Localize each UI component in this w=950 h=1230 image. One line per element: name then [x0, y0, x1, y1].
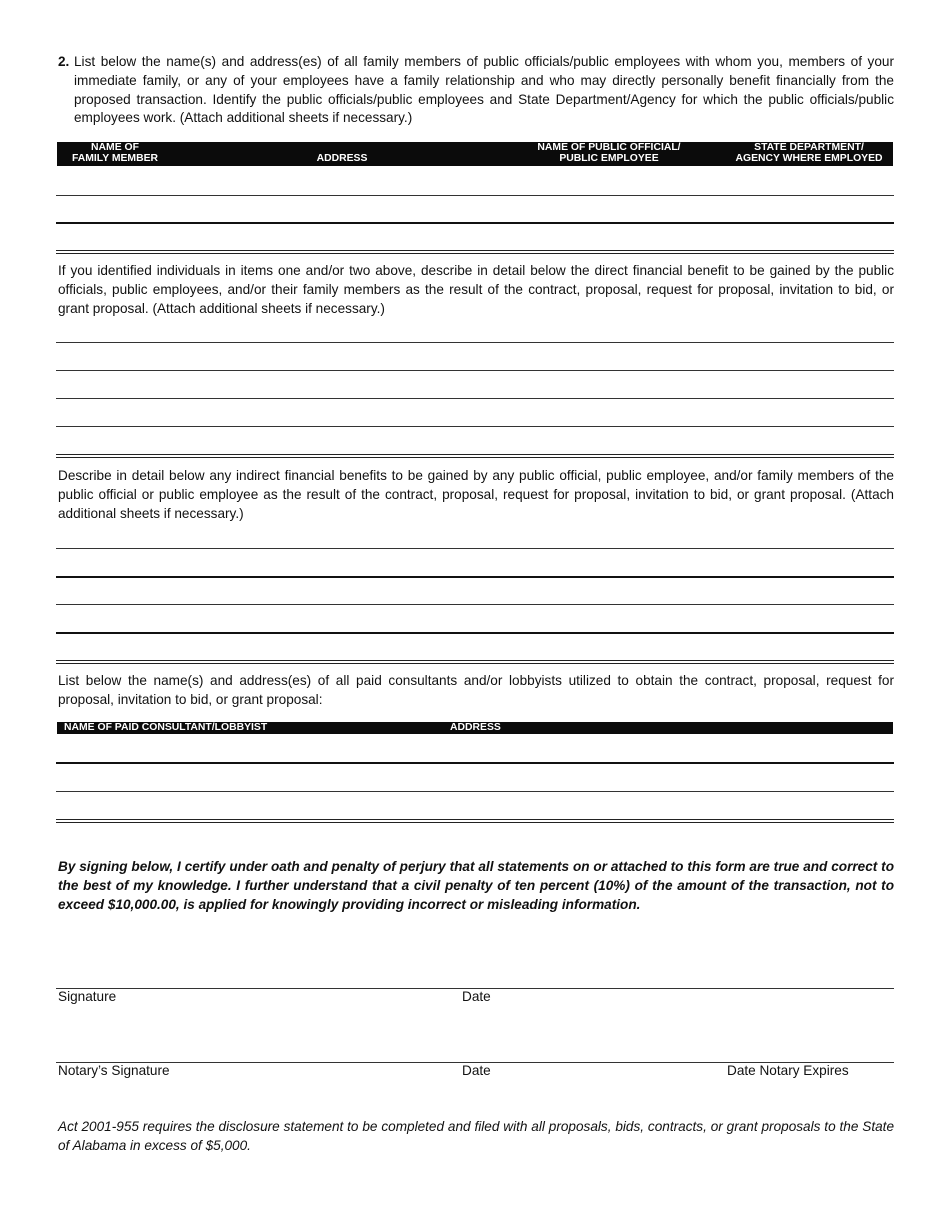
family-entry-line[interactable] — [56, 195, 894, 196]
item-number: 2. — [58, 54, 70, 69]
indirect-benefit-line[interactable] — [56, 548, 894, 549]
header-state-department: STATE DEPARTMENT/ AGENCY WHERE EMPLOYED — [735, 142, 883, 164]
family-entry-line[interactable] — [56, 222, 894, 224]
act-footnote: Act 2001-955 requires the disclosure statement to be completed and filed with all proposals, bids, contracts, or grant proposals to the State of Alabama in excess of $5,000. — [58, 1119, 894, 1153]
header-address: ADDRESS — [316, 153, 368, 164]
consultants-instructions: List below the name(s) and address(es) of all paid consultants and/or lobbyists utilized to obtain the contract, proposal, request for proposal, invitation to bid, or grant proposal: — [58, 673, 894, 707]
direct-benefit-line[interactable] — [56, 342, 894, 343]
direct-benefit-instructions: If you identified individuals in items one and/or two above, describe in detail below the direct financial benefit to be gained by the public officials, public employees, and/or their family members as the result of the contract, proposal, request for proposal, invitation to bid, or grant proposal. (Attach additional sheets if necessary.) — [58, 263, 894, 316]
certification-statement: By signing below, I certify under oath and penalty of perjury that all statements on or attached to this form are true and correct to the best of my knowledge. I further understand that a civil penalty of ten percent (10%) of the amount of the transaction, not to exceed $10,000.00, is applied for knowingly providing incorrect or misleading information. — [58, 859, 894, 912]
header-consultant-name: NAME OF PAID CONSULTANT/LOBBYIST — [64, 722, 268, 733]
notary-date-label: Date — [462, 1063, 491, 1078]
indirect-benefit-line[interactable] — [56, 576, 894, 578]
item-2-text: List below the name(s) and address(es) of all family members of public officials/public employees with whom you, members of your immediate family, or any of your employees have a family relationship and who may directly personally benefit financially from the proposed transaction. Identify the public officials/public employees and State Department/Agency for which the public officials/public employees work. (Attach additional sheets if necessary.) — [74, 54, 894, 126]
family-table-header — [57, 142, 893, 166]
consultants-table-header — [57, 722, 893, 734]
direct-benefit-line[interactable] — [56, 370, 894, 371]
section-divider — [56, 454, 894, 458]
indirect-benefit-instructions: Describe in detail below any indirect financial benefits to be gained by any public official, public employee, and/or family members of the public official or public employee as the result of the contract, proposal, request for proposal, invitation to bid, or grant proposal. (Attach additional sheets if necessary.) — [58, 468, 894, 521]
date-label: Date — [462, 989, 491, 1004]
header-consultant-address: ADDRESS — [450, 722, 501, 733]
consultant-entry-line[interactable] — [56, 791, 894, 792]
consultant-entry-line[interactable] — [56, 762, 894, 764]
direct-benefit-line[interactable] — [56, 398, 894, 399]
section-divider — [56, 819, 894, 823]
direct-benefit-line[interactable] — [56, 426, 894, 427]
header-family-member: NAME OF FAMILY MEMBER — [71, 142, 159, 164]
notary-signature-label: Notary’s Signature — [58, 1063, 170, 1078]
section-divider — [56, 250, 894, 254]
item-2-instructions — [58, 53, 894, 128]
indirect-benefit-line[interactable] — [56, 604, 894, 605]
section-divider — [56, 660, 894, 664]
indirect-benefit-line[interactable] — [56, 632, 894, 634]
signature-label: Signature — [58, 989, 117, 1004]
notary-expires-label: Date Notary Expires — [727, 1063, 849, 1078]
header-public-official: NAME OF PUBLIC OFFICIAL/ PUBLIC EMPLOYEE — [537, 142, 681, 164]
